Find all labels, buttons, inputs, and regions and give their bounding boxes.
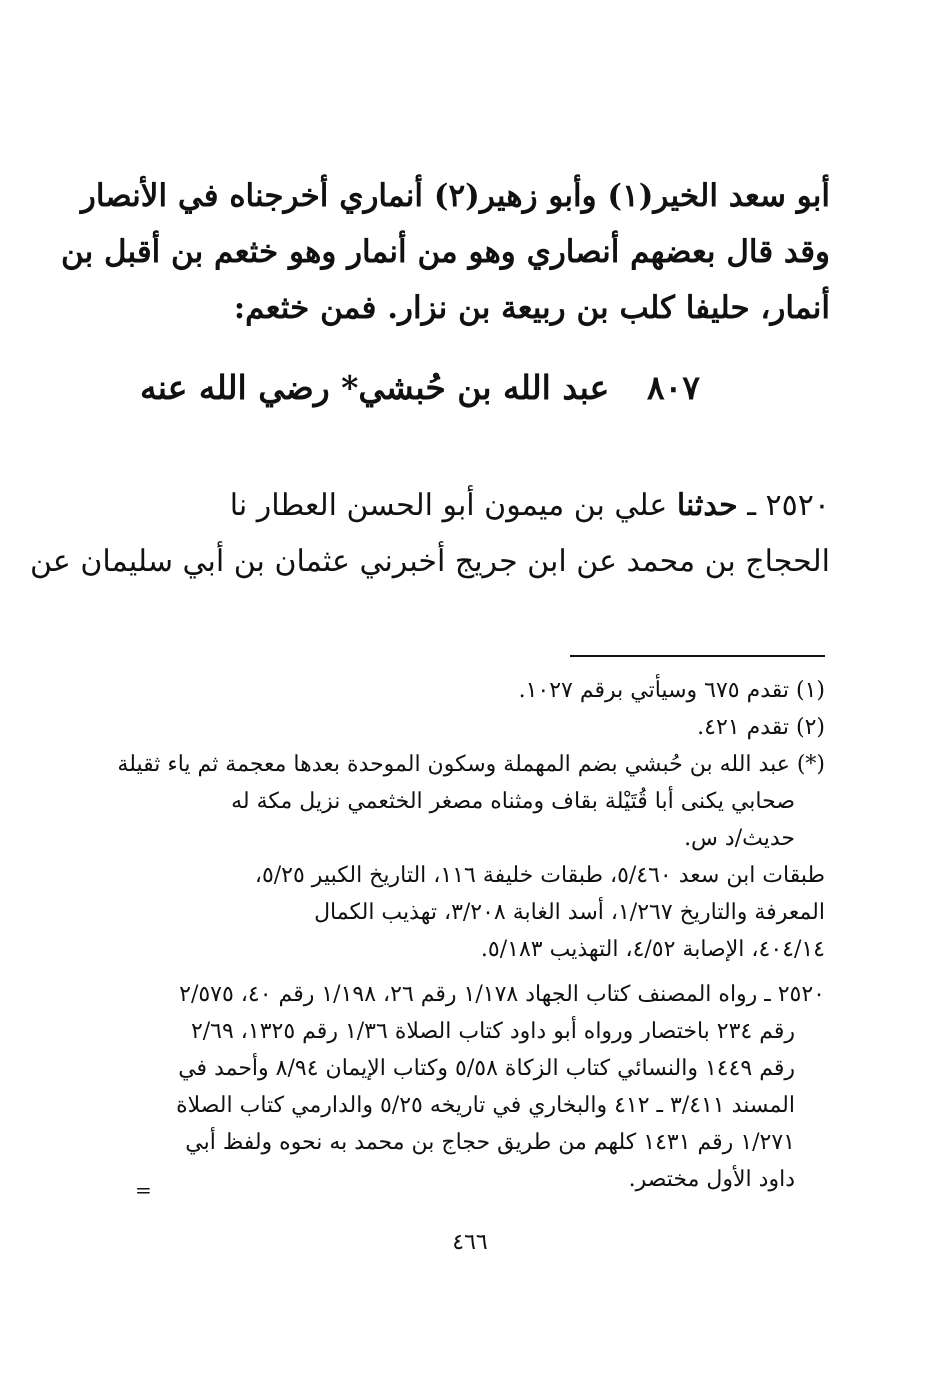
- entry-heading: [140, 360, 700, 416]
- footnote-sources-line-2: المعرفة والتاريخ ١/٢٦٧، أسد الغابة ٣/٢٠٨، تهذيب الكمال: [314, 900, 825, 925]
- footnote-sources-line-3: ٤٠٤/١٤، الإصابة ٤/٥٢، التهذيب ٥/١٨٣.: [480, 937, 825, 962]
- footnote-hadith-line-5: ١/٢٧١ رقم ١٤٣١ كلهم من طريق حجاج بن محمد به نحوه ولفظ أبي: [185, 1130, 795, 1155]
- page-number: ٤٦٦: [452, 1230, 488, 1255]
- footnote-star-line-2: صحابي يكنى أبا قُتَيْلة بقاف ومثناه مصغر الخثعمي نزيل مكة له: [231, 789, 795, 814]
- footnote-2: (٢) تقدم ٤٢١.: [697, 715, 825, 740]
- footnote-1: (١) تقدم ٦٧٥ وسيأتي برقم ١٠٢٧.: [518, 678, 825, 703]
- intro-line-3: أنمار، حليفا كلب بن ربيعة بن نزار. فمن خثعم:: [233, 290, 830, 326]
- footnote-hadith-line-2: رقم ٢٣٤ باختصار ورواه أبو داود كتاب الصلاة ١/٣٦ رقم ١٣٢٥، ٢/٦٩: [190, 1019, 795, 1044]
- intro-paragraph: [60, 168, 830, 336]
- footnote-hadith-line-4: المسند ٣/٤١١ ـ ٤١٢ والبخاري في تاريخه ٥/٢٥ والدارمي كتاب الصلاة: [176, 1093, 795, 1118]
- hadith-line-1-rest: علي بن ميمون أبو الحسن العطار نا: [229, 488, 668, 523]
- hadith-text: [30, 478, 830, 590]
- hadith-number: ٢٥٢٠ ـ: [747, 488, 830, 523]
- hadith-line-1: [130, 478, 830, 534]
- hadith-line-2: الحجاج بن محمد عن ابن جريج أخبرني عثمان بن أبي سليمان عن: [30, 544, 830, 579]
- footnote-star-line-1: (*) عبد الله بن حُبشي بضم المهملة وسكون الموحدة بعدها معجمة ثم ياء ثقيلة: [117, 752, 825, 777]
- footnote-hadith-line-6: داود الأول مختصر.: [628, 1167, 795, 1192]
- footnote-sources-line-1: طبقات ابن سعد ٥/٤٦٠، طبقات خليفة ١١٦، التاريخ الكبير ٥/٢٥،: [254, 863, 825, 888]
- footnotes: [117, 672, 825, 1198]
- intro-line-1: أبو سعد الخير(١) وأبو زهير(٢) أنماري أخرجناه في الأنصار: [80, 178, 830, 214]
- footnote-star-line-3: حديث/د س.: [684, 826, 795, 851]
- hadith-keyword: حدثنا: [676, 488, 738, 523]
- footnote-separator: [570, 655, 825, 657]
- continuation-mark: =: [135, 1178, 152, 1202]
- footnote-hadith-line-1: ٢٥٢٠ ـ رواه المصنف كتاب الجهاد ١/١٧٨ رقم ٢٦، ١/١٩٨ رقم ٤٠، ٢/٥٧٥: [179, 982, 825, 1007]
- entry-title: عبد الله بن حُبشي* رضي الله عنه: [140, 368, 610, 407]
- intro-line-2: وقد قال بعضهم أنصاري وهو من أنمار وهو خثعم بن أقبل بن: [60, 234, 830, 270]
- footnote-hadith-line-3: رقم ١٤٤٩ والنسائي كتاب الزكاة ٥/٥٨ وكتاب الإيمان ٨/٩٤ وأحمد في: [178, 1056, 795, 1081]
- entry-number: ٨٠٧: [646, 368, 700, 407]
